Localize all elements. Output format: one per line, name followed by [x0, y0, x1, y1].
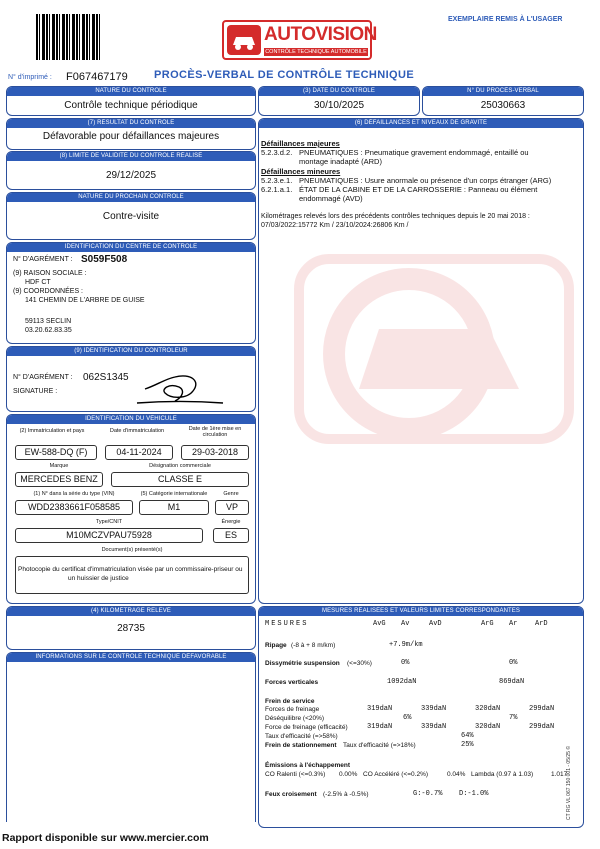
- km-value: 28735: [117, 623, 145, 634]
- print-number-label: N° d'imprimé :: [8, 74, 52, 81]
- dissym-av: 0%: [401, 659, 410, 667]
- signature-graphic: [135, 361, 225, 407]
- ffe-arg: 320daN: [475, 723, 501, 731]
- docs-line-2: un huissier de justice: [68, 575, 129, 582]
- date-value: 30/10/2025: [313, 100, 365, 111]
- result-value: Défavorable pour défaillances majeures: [42, 131, 220, 142]
- centre-label: IDENTIFICATION DU CENTRE DE CONTRÔLE: [7, 243, 255, 252]
- reg-label: (2) Immatriculation et pays: [19, 428, 85, 434]
- vehicle-label: IDENTIFICATION DU VÉHICULE: [7, 415, 255, 424]
- head-avg: AvG: [373, 620, 386, 628]
- car-logo-icon: [227, 25, 261, 55]
- km-history-line-1: Kilométrages relevés lors des précédents contrôles techniques depuis le 20 mai 2018 :: [261, 213, 530, 220]
- docs-label: Document(s) présenté(s): [101, 547, 163, 553]
- major-defect-1-line-2: montage inadapté (ARD): [299, 157, 382, 166]
- feux-d: D:-1.0%: [459, 790, 489, 798]
- result-label: (7) RÉSULTAT DU CONTRÔLE: [7, 119, 255, 128]
- ffe-avd: 339daN: [421, 723, 447, 731]
- co-ralenti-label: CO Ralenti (<=0.3%): [265, 771, 326, 778]
- ff-avg: 319daN: [367, 705, 393, 713]
- deseq-ar: 7%: [509, 714, 518, 722]
- first-date-label: Date de 1ère mise en circulation: [188, 426, 242, 438]
- minor-defect-2-line-1: ÉTAT DE LA CABINE ET DE LA CARROSSERIE : Panneau ou élément: [299, 185, 538, 194]
- dissym-limit: (<=30%): [347, 660, 372, 667]
- controller-panel: [6, 346, 256, 412]
- centre-agreement-label: N° D'AGRÉMENT :: [13, 256, 73, 263]
- ripage-value: +7.9m/km: [389, 641, 423, 649]
- measures-panel: [258, 606, 584, 828]
- centre-name: HDF CT: [25, 279, 51, 286]
- measures-label: MESURES RÉALISÉES ET VALEURS LIMITES CORRESPONDANTES: [259, 607, 583, 616]
- validity-label: (8) LIMITE DE VALIDITÉ DU CONTRÔLE RÉALISÉ: [7, 152, 255, 161]
- km-label: (4) KILOMÉTRAGE RELEVÉ: [7, 607, 255, 616]
- head-avd: AvD: [429, 620, 442, 628]
- energy-value: ES: [213, 528, 249, 543]
- defects-panel: [258, 118, 584, 604]
- centre-name-label: (9) RAISON SOCIALE :: [13, 270, 87, 277]
- vin-label: (1) N° dans la série du type (VIN): [33, 491, 115, 497]
- minor-defect-1-line-1: PNEUMATIQUES : Usure anormale ou présence d'un corps étranger (ARG): [299, 176, 552, 185]
- type-value: M10MCZVPAU75928: [15, 528, 203, 543]
- next-control-value: Contre-visite: [102, 211, 160, 222]
- deseq-label: Déséquilibre (<20%): [265, 715, 325, 722]
- co-acc-label: CO Accéléré (<=0.2%): [363, 771, 429, 778]
- stat-label: Frein de stationnement: [265, 742, 337, 749]
- date-label: (3) DATE DU CONTRÔLE: [259, 87, 419, 96]
- deseq-av: 6%: [403, 714, 412, 722]
- centre-phone: 03.20.62.83.35: [25, 327, 72, 334]
- ripage-label: Ripage: [265, 642, 287, 649]
- minor-defects-title: Défaillances mineures: [261, 167, 341, 176]
- nature-panel: [6, 86, 256, 116]
- major-defects-title: Défaillances majeures: [261, 139, 340, 148]
- centre-panel: [6, 242, 256, 344]
- lambda-value: 1.017: [551, 771, 568, 778]
- reg-value: EW-588-DQ (F): [15, 445, 97, 460]
- ffe-ard: 299daN: [529, 723, 555, 731]
- info-label: INFORMATIONS SUR LE CONTRÔLE TECHNIQUE DÉFAVORABLE: [7, 653, 255, 662]
- head-ard: ArD: [535, 620, 548, 628]
- vehicle-panel: [6, 414, 256, 604]
- forces-label: Forces verticales: [265, 679, 319, 686]
- dissym-ar: 0%: [509, 659, 518, 667]
- minor-defect-2-line-2: endommagé (AVD): [299, 194, 363, 203]
- brand-name: AUTOVISION: [264, 24, 377, 45]
- print-number: F067467179: [66, 71, 128, 83]
- head-arg: ArG: [481, 620, 494, 628]
- genre-label: Genre: [223, 491, 239, 497]
- frein-title: Frein de service: [265, 698, 315, 705]
- centre-city: 59113 SECLIN: [25, 318, 72, 325]
- lambda-label: Lambda (0.97 à 1.03): [471, 771, 534, 778]
- feux-limit: (-2.5% à -0.5%): [323, 791, 369, 798]
- centre-agreement: S059F508: [81, 254, 128, 265]
- category-value: M1: [139, 500, 209, 515]
- emis-title: Émissions à l'échappement: [265, 762, 350, 769]
- make-label: Marque: [49, 463, 69, 469]
- docs-box: [15, 556, 249, 594]
- date-panel: [258, 86, 420, 116]
- feux-label: Feux croisement: [265, 791, 317, 798]
- validity-panel: [6, 151, 256, 190]
- ffe-avg: 319daN: [367, 723, 393, 731]
- co-ralenti-value: 0.00%: [339, 771, 358, 778]
- type-label: Type/CNIT: [95, 519, 123, 525]
- energy-label: Énergie: [221, 519, 241, 525]
- ff-label: Forces de freinage: [265, 706, 320, 713]
- stat-taux: Taux d'efficacité (=>18%): [343, 742, 416, 749]
- ffe-label: Force de freinage (efficacité): [265, 724, 348, 731]
- feux-g: G:-0.7%: [413, 790, 443, 798]
- validity-value: 29/12/2025: [105, 170, 157, 181]
- minor-defect-1-code: 5.2.3.e.1.: [261, 176, 293, 185]
- head-av: Av: [401, 620, 410, 628]
- reg-date-label: Date d'immatriculation: [109, 428, 165, 434]
- centre-address: 141 CHEMIN DE L'ARBRE DE GUISE: [25, 297, 145, 304]
- head-mesures: MESURES: [265, 620, 309, 628]
- ff-avd: 339daN: [421, 705, 447, 713]
- km-panel: [6, 606, 256, 650]
- model-label: Désignation commerciale: [149, 463, 211, 469]
- make-value: MERCEDES BENZ: [15, 472, 103, 487]
- side-reference: CT RG VL 067 150 001 - 05/25 ©: [566, 745, 572, 820]
- footer-note: Rapport disponible sur www.mercier.com: [2, 832, 209, 844]
- km-history-line-2: 07/03/2022:15772 Km / 23/10/2024:26806 Km /: [261, 222, 409, 229]
- first-date-value: 29-03-2018: [181, 445, 249, 460]
- ff-ard: 299daN: [529, 705, 555, 713]
- controller-signature-label: SIGNATURE :: [13, 388, 58, 395]
- controller-agreement-label: N° D'AGRÉMENT :: [13, 374, 73, 381]
- nature-value: Contrôle technique périodique: [64, 100, 198, 111]
- taux-value: 64%: [461, 732, 474, 740]
- watermark-car-icon: [289, 249, 579, 449]
- centre-coords-label: (9) COORDONNÉES :: [13, 288, 84, 295]
- forces-ar: 869daN: [499, 678, 525, 686]
- major-defect-1-code: 5.2.3.d.2.: [261, 148, 293, 157]
- next-control-label: NATURE DU PROCHAIN CONTRÔLE: [7, 193, 255, 202]
- defects-label: (6) DÉFAILLANCES ET NIVEAUX DE GRAVITÉ: [259, 119, 583, 128]
- head-ar: Ar: [509, 620, 518, 628]
- stat-value: 25%: [461, 741, 474, 749]
- result-panel: [6, 118, 256, 150]
- next-control-panel: [6, 192, 256, 240]
- pv-panel: [422, 86, 584, 116]
- ripage-limit: (-8 à + 8 m/km): [291, 642, 336, 649]
- controller-agreement: 062S1345: [83, 372, 129, 383]
- ff-arg: 320daN: [475, 705, 501, 713]
- brand-subtitle: CONTRÔLE TECHNIQUE AUTOMOBILE: [265, 49, 367, 55]
- pv-label: N° DU PROCÈS-VERBAL: [423, 87, 583, 96]
- autovision-logo: [222, 20, 377, 60]
- forces-av: 1092daN: [387, 678, 417, 686]
- co-acc-value: 0.04%: [447, 771, 466, 778]
- dissym-label: Dissymétrie suspension: [265, 660, 340, 667]
- category-label: (5) Catégorie internationale: [140, 491, 208, 497]
- info-panel: [6, 652, 256, 822]
- docs-line-1: Photocopie du certificat d'immatriculation visée par un commissaire-priseur ou: [18, 566, 243, 573]
- document-title: PROCÈS-VERBAL DE CONTRÔLE TECHNIQUE: [154, 69, 415, 81]
- vin-value: WDD2383661F058585: [15, 500, 133, 515]
- copy-label: EXEMPLAIRE REMIS À L'USAGER: [448, 16, 563, 23]
- pv-value: 25030663: [480, 100, 526, 111]
- reg-date-value: 04-11-2024: [105, 445, 173, 460]
- model-value: CLASSE E: [111, 472, 249, 487]
- taux-label: Taux d'efficacité (=>58%): [265, 733, 338, 740]
- major-defect-1-line-1: PNEUMATIQUES : Pneumatique gravement endommagé, entaillé ou: [299, 148, 529, 157]
- minor-defect-2-code: 6.2.1.a.1.: [261, 185, 293, 194]
- controller-label: (9) IDENTIFICATION DU CONTRÔLEUR: [7, 347, 255, 356]
- genre-value: VP: [215, 500, 249, 515]
- barcode: [36, 14, 100, 60]
- nature-label: NATURE DU CONTRÔLE: [7, 87, 255, 96]
